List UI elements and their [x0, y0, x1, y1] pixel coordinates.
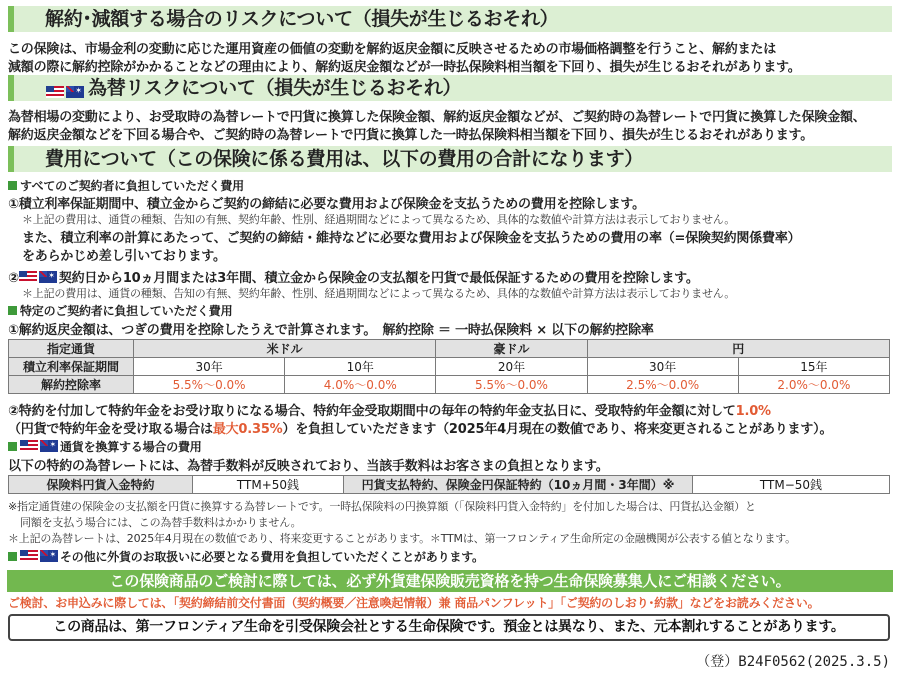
green-square-icon — [8, 442, 17, 451]
fx-cost-header: ✶通貨を換算する場合の費用 — [8, 438, 202, 455]
rider-name: 保険料円貨入金特約 — [9, 476, 193, 494]
fx-rate-table — [8, 475, 890, 494]
specific-item2-line1: ②特約を付加して特約年金をお受け取りになる場合、特約年金受取期間中の毎年の特約年金支払日に、受取特約年金額に対して1.0% — [8, 404, 771, 419]
specific-item2-line2: （円貨で特約年金を受け取る場合は最大0.35%）を負担していただきます（2025年4月現在の数値であり、将来変更されることがあります）。 — [8, 422, 833, 437]
table-row — [9, 376, 890, 394]
section-title: 解約･減額する場合のリスクについて（損失が生じるおそれ） — [45, 8, 559, 30]
us-flag-icon — [19, 271, 37, 283]
green-square-icon — [8, 181, 17, 190]
table-row — [9, 340, 890, 358]
rate-value: TTM−50銭 — [693, 476, 890, 494]
fx-desc: 以下の特約の為替レートには、為替手数料が反映されており、当該手数料はお客さまの負担となります。 — [8, 459, 609, 474]
fx-note2: 同額を支払う場合には、この為替手数料はかかりません。 — [20, 516, 302, 529]
specific-item1: ①解約返戻金額は、つぎの費用を控除したうえで計算されます。 解約控除 ＝ 一時払保険料 × 以下の解約控除率 — [8, 323, 654, 338]
rate-cell: 2.5%～0.0% — [587, 376, 738, 394]
section-accent-bar — [8, 146, 14, 172]
section-title: 為替リスクについて（損失が生じるおそれ） — [88, 77, 462, 99]
row-label: 積立利率保証期間 — [9, 358, 134, 376]
section-accent-bar — [8, 75, 14, 101]
period-cell: 30年 — [587, 358, 738, 376]
cost-item1-note: ＊上記の費用は、通貨の種類、告知の有無、契約年齢、性別、経過期間などによって異なるため、具体的な数値や計算方法は表示しておりません。 — [22, 213, 736, 226]
max-rate: 最大0.35% — [212, 422, 283, 437]
row-label: 指定通貨 — [9, 340, 134, 358]
au-flag-icon — [40, 440, 58, 452]
currency-jpy: 円 — [587, 340, 889, 358]
rate-cell: 4.0%～0.0% — [285, 376, 436, 394]
cost-item2-line1: ②✶ 契約日から10ヵ月間または3年間、積立金から保険金の支払額を円貨で最低保証するための費用を控除します。 — [8, 267, 699, 286]
period-cell: 10年 — [285, 358, 436, 376]
fx-note3: ＊上記の為替レートは、2025年4月現在の数値であり、将来変更することがあります。＊TTMは、第一フロンティア生命所定の金融機関が公表する値となります。 — [8, 532, 796, 545]
surrender-rate-table — [8, 339, 890, 394]
au-flag-icon — [40, 550, 58, 562]
section1-body-line2: 減額の際に解約控除がかかることなどの理由により、解約返戻金額などが一時払保険料相当額を下回り、損失が生じるおそれがあります。 — [8, 60, 801, 75]
section2-body-line1: 為替相場の変動により、お受取時の為替レートで円貨に換算した保険金額、解約返戻金額などが、ご契約時の為替レートで円貨に換算した保険金額、 — [8, 110, 866, 125]
table-row — [9, 358, 890, 376]
rate-cell: 2.0%～0.0% — [738, 376, 889, 394]
product-notice-box: この商品は、第一フロンティア生命を引受保険会社とする生命保険です。預金とは異なり、また、元本割れすることがあります。 — [8, 614, 890, 641]
flags — [46, 82, 86, 101]
table-row — [9, 476, 890, 494]
cost-item1-line2: また、積立利率の計算にあたって、ご契約の締結・維持などに必要な費用および保険金を支払うための費用の率（=保険契約関係費率） — [22, 231, 801, 246]
registration-code: （登）B24F0562(2025.3.5) — [696, 654, 890, 670]
all-contractors-header: すべてのご契約者に負担していただく費用 — [8, 177, 244, 194]
currency-usd: 米ドル — [134, 340, 436, 358]
section-costs — [8, 146, 892, 172]
row-label: 解約控除率 — [9, 376, 134, 394]
section-risk-surrender — [8, 6, 892, 32]
us-flag-icon — [20, 440, 38, 452]
read-documents-notice: ご検討、お申込みに際しては、「契約締結前交付書面（契約概要／注意喚起情報）兼 商品パンフレット」「ご契約のしおり･約款」などをお読みください。 — [8, 596, 820, 610]
rate-value: TTM+50銭 — [193, 476, 344, 494]
cost-item1-line3: をあらかじめ差し引いております。 — [22, 249, 226, 264]
period-cell: 15年 — [738, 358, 889, 376]
rate-cell: 5.5%～0.0% — [134, 376, 285, 394]
other-costs-line: ✶その他に外貨のお取扱いに必要となる費用を負担していただくことがあります。 — [8, 548, 484, 565]
section-accent-bar — [8, 6, 14, 32]
green-square-icon — [8, 306, 17, 315]
currency-aud: 豪ドル — [436, 340, 587, 358]
au-flag-icon — [39, 271, 57, 283]
section1-body-line1: この保険は、市場金利の変動に応じた運用資産の価値の変動を解約返戻金額に反映させるための市場価格調整を行うこと、解約または — [8, 42, 777, 57]
period-cell: 20年 — [436, 358, 587, 376]
fx-note1: ※指定通貨建の保険金の支払額を円貨に換算する為替レートです。一時払保険料の円換算額（「保険料円貨入金特約」を付加した場合は、円貨払込金額）と — [8, 500, 756, 513]
cost-item2-note: ＊上記の費用は、通貨の種類、告知の有無、契約年齢、性別、経過期間などによって異なるため、具体的な数値や計算方法は表示しておりません。 — [22, 287, 736, 300]
section2-body-line2: 解約返戻金額などを下回る場合や、ご契約時の為替レートで円貨に換算した一時払保険料相当額を下回り、損失が生じるおそれがあります。 — [8, 128, 814, 143]
cost-item1-line1: ①積立利率保証期間中、積立金からご契約の締結に必要な費用および保険金を支払うための費用を控除します。 — [8, 197, 645, 212]
period-cell: 30年 — [134, 358, 285, 376]
us-flag-icon — [20, 550, 38, 562]
rider-name: 円貨支払特約、保険金円保証特約（10ヵ月間・3年間）※ — [344, 476, 693, 494]
rate-cell: 5.5%～0.0% — [436, 376, 587, 394]
green-square-icon — [8, 552, 17, 561]
consultation-banner: この保険商品のご検討に際しては、必ず外貨建保険販売資格を持つ生命保険募集人にご相談ください。 — [7, 570, 893, 592]
au-flag-icon — [66, 86, 84, 98]
section-title: 費用について（この保険に係る費用は、以下の費用の合計になります） — [45, 148, 644, 170]
section-fx-risk — [8, 75, 892, 101]
annuity-rate: 1.0% — [735, 404, 771, 419]
us-flag-icon — [46, 86, 64, 98]
specific-contractors-header: 特定のご契約者に負担していただく費用 — [8, 302, 232, 319]
